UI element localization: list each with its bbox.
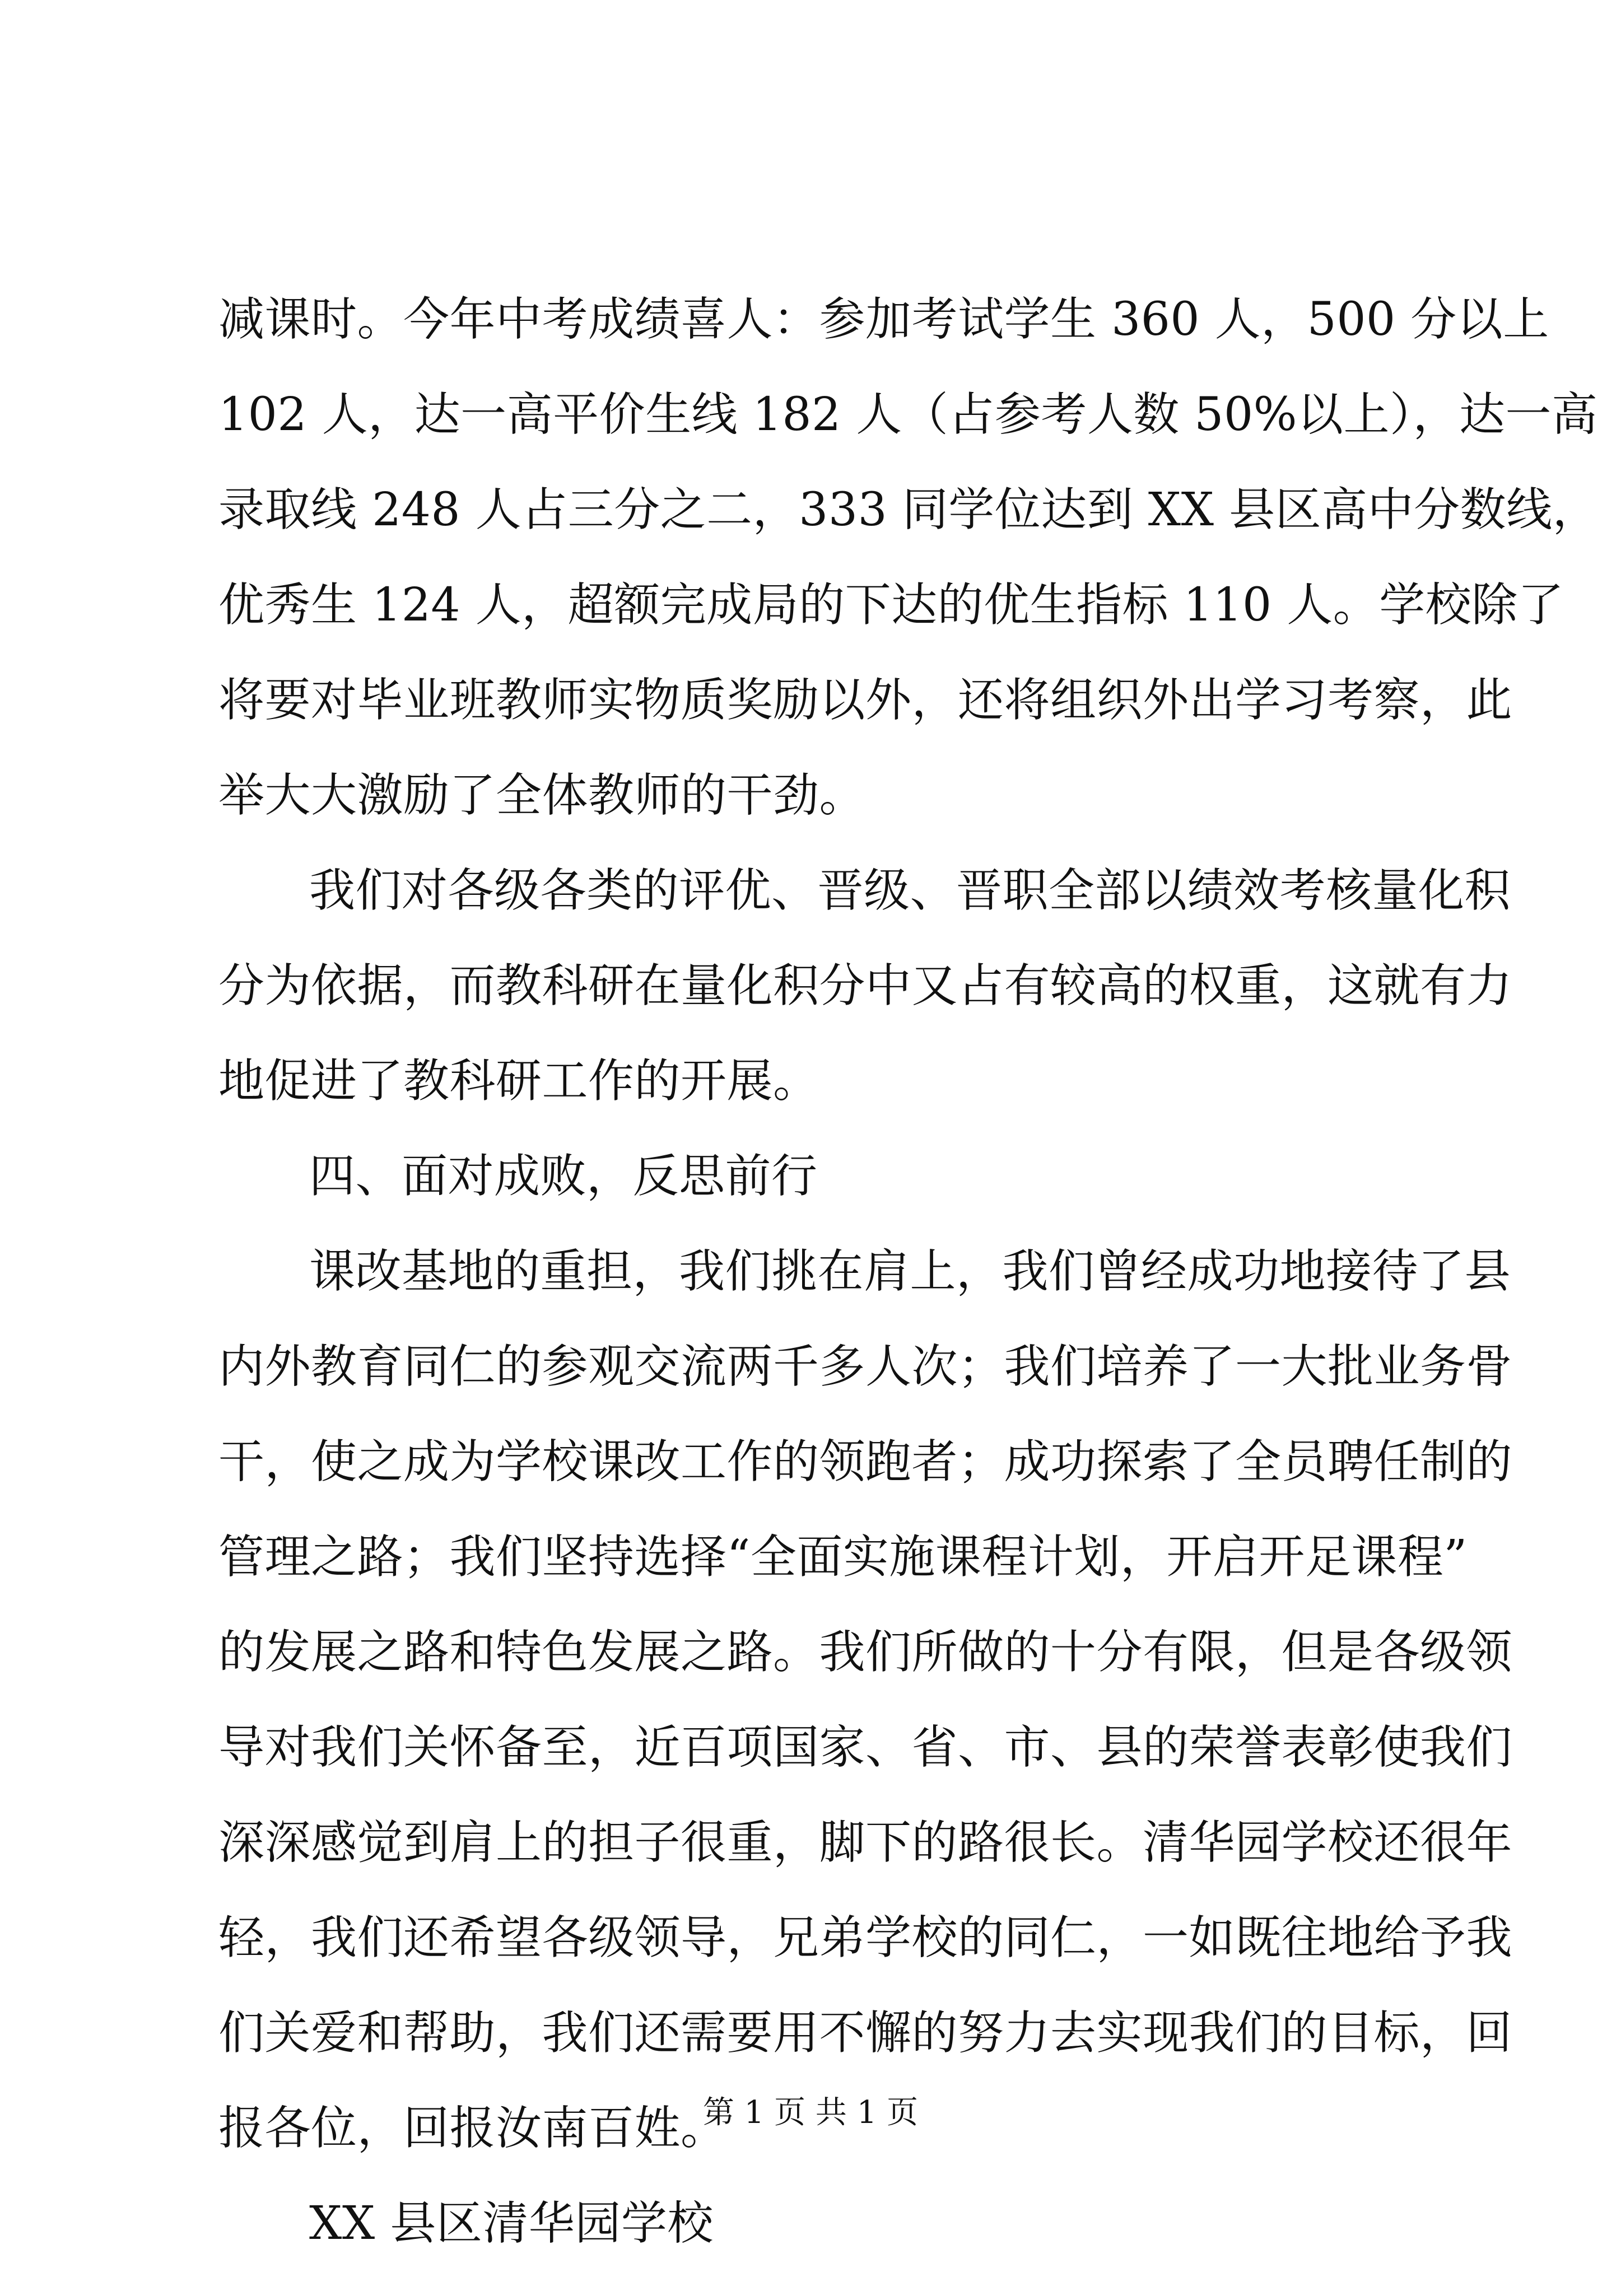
paragraph-line: 课改基地的重担，我们挑在肩上，我们曾经成功地接待了县 [309, 1245, 1511, 1298]
paragraph-line: 将要对毕业班教师实物质奖励以外，还将组织外出学习考察，此 [218, 674, 1513, 727]
paragraph-line: 我们对各级各类的评优、晋级、晋职全部以绩效考核量化积 [309, 864, 1511, 917]
paragraph-line: 优秀生 124 人，超额完成局的下达的优生指标 110 人。学校除了 [218, 578, 1564, 632]
page-footer: 第 1 页 共 1 页 [702, 2094, 919, 2131]
paragraph-line: 内外教育同仁的参观交流两千多人次；我们培养了一大批业务骨 [218, 1340, 1513, 1393]
paragraph-line: 录取线 248 人占三分之二，333 同学位达到 XX 县区高中分数线， [218, 483, 1599, 536]
paragraph-line: 报各位，回报汝南百姓。 [218, 2102, 727, 2155]
signature-line: XX 县区清华园学校 [309, 2197, 714, 2250]
section-heading: 四、面对成败，反思前行 [309, 1150, 818, 1203]
paragraph-line: 102 人，达一高平价生线 182 人（占参考人数 50%以上），达一高 [218, 388, 1598, 441]
paragraph-line: 地促进了教科研工作的开展。 [218, 1054, 819, 1108]
paragraph-line: 分为依据，而教科研在量化积分中又占有较高的权重，这就有力 [218, 959, 1513, 1012]
paragraph-line: 管理之路；我们坚持选择“全面实施课程计划，开启开足课程” [218, 1530, 1468, 1584]
paragraph-line: 举大大激励了全体教师的干劲。 [218, 769, 866, 822]
paragraph-line: 导对我们关怀备至，近百项国家、省、市、县的荣誉表彰使我们 [218, 1721, 1513, 1774]
paragraph-line: 们关爱和帮助，我们还需要用不懈的努力去实现我们的目标，回 [218, 2006, 1513, 2060]
paragraph-line: 减课时。今年中考成绩喜人：参加考试学生 360 人，500 分以上 [218, 293, 1549, 346]
paragraph-line: 干，使之成为学校课改工作的领跑者；成功探索了全员聘任制的 [218, 1435, 1513, 1488]
paragraph-line: 轻，我们还希望各级领导，兄弟学校的同仁，一如既往地给予我 [218, 1911, 1513, 1964]
paragraph-line: 深深感觉到肩上的担子很重，脚下的路很长。清华园学校还很年 [218, 1816, 1513, 1869]
paragraph-line: 的发展之路和特色发展之路。我们所做的十分有限，但是各级领 [218, 1626, 1513, 1679]
document-body [218, 293, 1599, 2296]
